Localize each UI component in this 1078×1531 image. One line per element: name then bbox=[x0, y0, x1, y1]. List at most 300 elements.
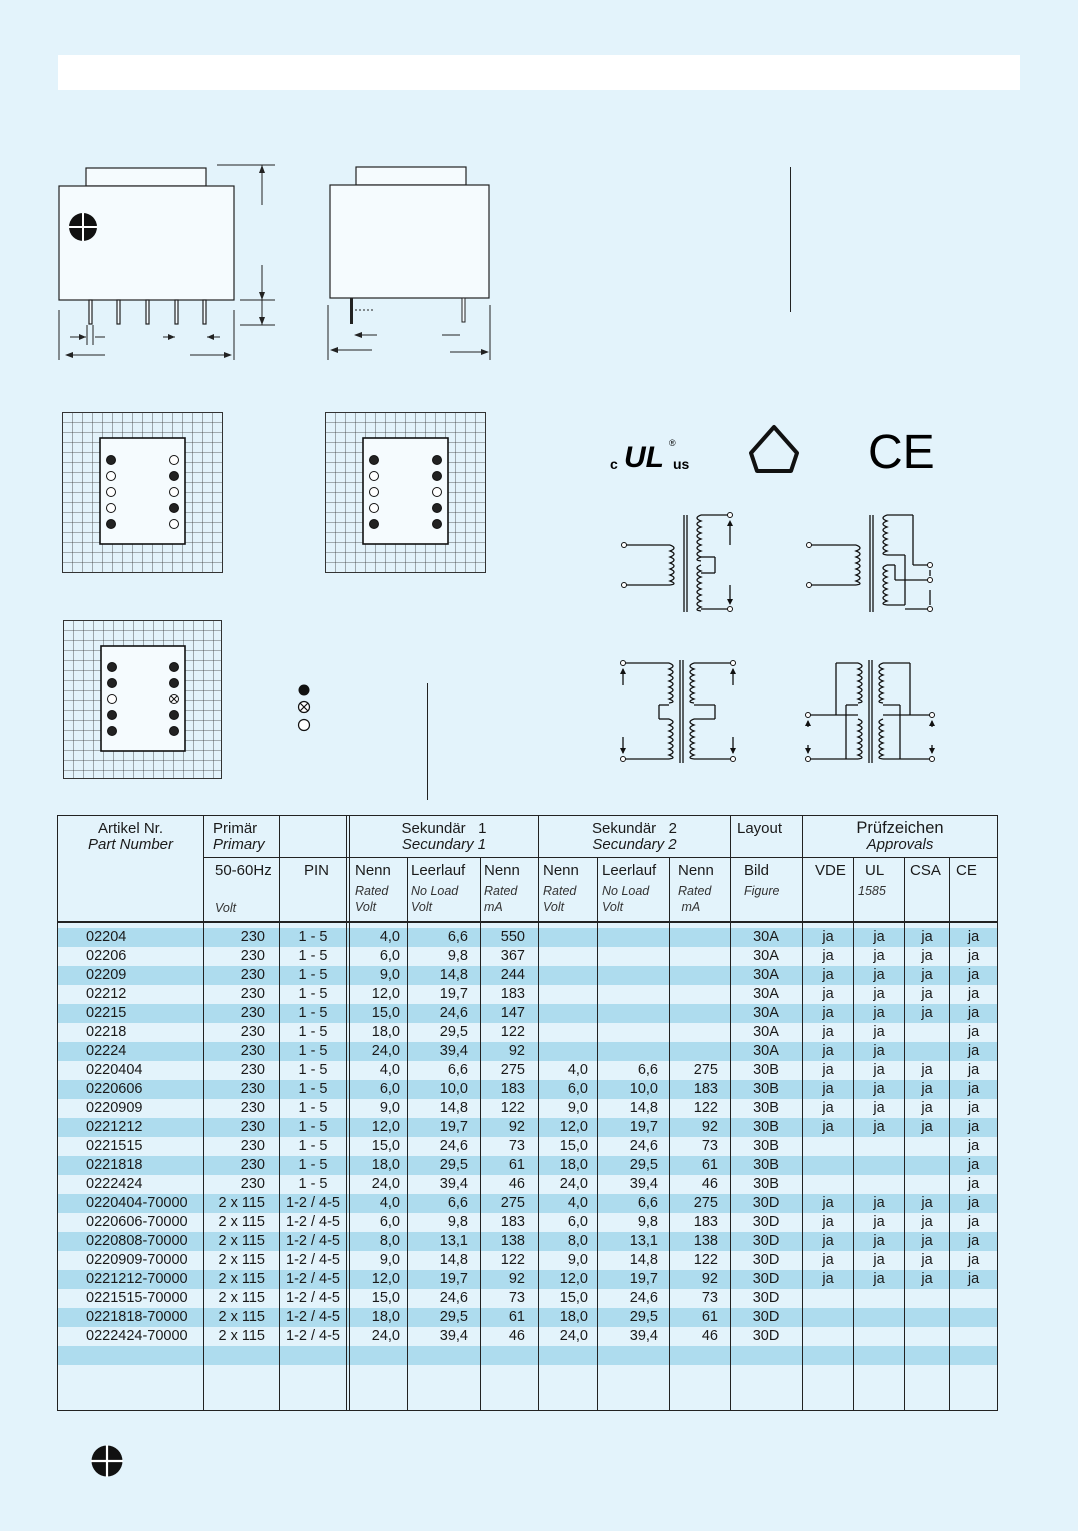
header-pin: PIN bbox=[304, 862, 330, 879]
cell-prim: 230 bbox=[240, 1100, 265, 1116]
cell-s2ma: 73 bbox=[701, 1290, 718, 1306]
cell-s1nl: 24,6 bbox=[439, 1005, 468, 1021]
cell-s2ma: 61 bbox=[701, 1309, 718, 1325]
cell-pin: 1-2 / 4-5 bbox=[286, 1328, 340, 1344]
cell-s1ma: 92 bbox=[508, 1271, 525, 1287]
cell-csa: ja bbox=[921, 948, 933, 964]
cell-s1ma: 92 bbox=[508, 1119, 525, 1135]
cell-fig: 30B bbox=[753, 1176, 779, 1192]
cell-s2nl bbox=[600, 1023, 658, 1042]
cell-ul bbox=[856, 1289, 902, 1308]
cell-csa bbox=[907, 1308, 947, 1327]
cell-s1ma: 183 bbox=[500, 1214, 525, 1230]
ul-listed-icon bbox=[607, 435, 699, 475]
cell-ce: ja bbox=[967, 1176, 980, 1192]
front-view-drawing bbox=[55, 160, 290, 365]
pin-grid-30b bbox=[325, 412, 487, 574]
cell-s1nl: 14,8 bbox=[439, 967, 468, 983]
cell-ul: ja bbox=[873, 1005, 885, 1021]
cell-s2nl: 19,7 bbox=[629, 1271, 658, 1287]
cell-pin: 1 - 5 bbox=[298, 1062, 328, 1078]
cell-csa: ja bbox=[921, 1005, 933, 1021]
cell-csa bbox=[907, 1156, 947, 1175]
cell-part: 0221818 bbox=[86, 1157, 143, 1173]
cell-pin: 1 - 5 bbox=[298, 948, 328, 964]
cell-prim: 230 bbox=[240, 1081, 265, 1097]
cell-vde: ja bbox=[822, 1195, 834, 1211]
cell-s1nl: 19,7 bbox=[439, 986, 468, 1002]
cell-ce: ja bbox=[967, 1024, 980, 1040]
cell-s2v: 9,0 bbox=[567, 1100, 588, 1116]
cell-s2ma: 275 bbox=[693, 1062, 718, 1078]
cell-s2nl: 24,6 bbox=[629, 1290, 658, 1306]
cell-s2ma bbox=[672, 985, 718, 1004]
pin-grid-30d bbox=[63, 620, 223, 780]
cell-s1nl: 39,4 bbox=[439, 1328, 468, 1344]
table-row bbox=[58, 1175, 997, 1194]
cell-vde bbox=[805, 1137, 851, 1156]
cell-s1ma: 73 bbox=[508, 1138, 525, 1154]
cell-ul: ja bbox=[873, 1195, 885, 1211]
cell-prim: 230 bbox=[240, 1119, 265, 1135]
cell-ul bbox=[856, 1175, 902, 1194]
cell-csa: ja bbox=[921, 1233, 933, 1249]
cell-csa: ja bbox=[921, 1252, 933, 1268]
svg-text:us: us bbox=[673, 456, 690, 472]
cell-s1ma: 122 bbox=[500, 1100, 525, 1116]
cell-pin: 1 - 5 bbox=[298, 1100, 328, 1116]
pin-grid-30a bbox=[62, 412, 224, 574]
cell-s2nl bbox=[600, 1004, 658, 1023]
cell-s1nl: 13,1 bbox=[439, 1233, 468, 1249]
cell-vde bbox=[805, 1175, 851, 1194]
cell-s1v: 4,0 bbox=[379, 929, 400, 945]
crossed-pin-icon bbox=[299, 702, 310, 713]
cell-s2ma: 61 bbox=[701, 1157, 718, 1173]
cell-ce: ja bbox=[967, 1138, 980, 1154]
ce-mark-icon bbox=[868, 426, 935, 479]
cell-s1v: 12,0 bbox=[371, 986, 400, 1002]
header-hz: 50-60Hz bbox=[215, 862, 272, 879]
cell-s2v bbox=[541, 966, 588, 985]
cell-ul: ja bbox=[873, 1081, 885, 1097]
col-line bbox=[802, 816, 803, 1410]
cell-s1v: 18,0 bbox=[371, 1157, 400, 1173]
cell-prim: 230 bbox=[240, 929, 265, 945]
cell-s2nl: 6,6 bbox=[637, 1062, 658, 1078]
cell-s1nl: 39,4 bbox=[439, 1043, 468, 1059]
cell-s2nl bbox=[600, 1042, 658, 1061]
table-row bbox=[58, 1099, 997, 1118]
cell-prim: 230 bbox=[240, 1062, 265, 1078]
cell-s1v: 12,0 bbox=[371, 1119, 400, 1135]
cell-prim: 2 x 115 bbox=[218, 1195, 265, 1211]
cell-csa: ja bbox=[921, 986, 933, 1002]
header-ul-sub: 1585 bbox=[858, 884, 886, 898]
cell-s2v: 24,0 bbox=[559, 1328, 588, 1344]
table-row bbox=[58, 1232, 997, 1251]
cell-ce bbox=[952, 1289, 995, 1308]
cell-s1ma: 46 bbox=[508, 1328, 525, 1344]
svg-text:CE: CE bbox=[868, 426, 935, 479]
header-csa: CSA bbox=[910, 862, 941, 879]
header-s1-leer: Leerlauf bbox=[411, 862, 466, 879]
cell-fig: 30D bbox=[752, 1328, 780, 1344]
cell-ce: ja bbox=[967, 1005, 980, 1021]
cell-fig: 30A bbox=[753, 929, 779, 945]
cell-s2nl bbox=[600, 966, 658, 985]
cell-csa bbox=[907, 1175, 947, 1194]
crosshair-mark-icon bbox=[69, 213, 97, 241]
table-row bbox=[58, 1118, 997, 1137]
filled-pin-icon bbox=[299, 685, 310, 696]
cell-s1nl: 19,7 bbox=[439, 1119, 468, 1135]
svg-text:®: ® bbox=[669, 438, 676, 448]
cell-ce: ja bbox=[967, 1043, 980, 1059]
cell-vde bbox=[805, 1289, 851, 1308]
cell-s2nl: 13,1 bbox=[629, 1233, 658, 1249]
header-s2-leer: Leerlauf bbox=[602, 862, 657, 879]
cell-s2ma: 183 bbox=[693, 1214, 718, 1230]
cell-s1ma: 183 bbox=[500, 986, 525, 1002]
cell-s1ma: 61 bbox=[508, 1309, 525, 1325]
header-ce: CE bbox=[956, 862, 977, 879]
cell-pin: 1 - 5 bbox=[298, 986, 328, 1002]
cell-s1ma: 275 bbox=[500, 1062, 525, 1078]
cell-ul: ja bbox=[873, 1119, 885, 1135]
cell-s2v: 6,0 bbox=[567, 1214, 588, 1230]
table-row bbox=[58, 1251, 997, 1270]
cell-csa: ja bbox=[921, 1271, 933, 1287]
col-line bbox=[669, 857, 670, 1410]
cell-s2ma: 73 bbox=[701, 1138, 718, 1154]
cell-s1nl: 14,8 bbox=[439, 1252, 468, 1268]
cell-part: 02204 bbox=[86, 929, 127, 945]
cell-csa: ja bbox=[921, 1119, 933, 1135]
header-sek2: Sekundär 2 Secundary 2 bbox=[591, 820, 678, 853]
cell-s1nl: 14,8 bbox=[439, 1100, 468, 1116]
cell-prim: 2 x 115 bbox=[218, 1290, 265, 1306]
col-line bbox=[730, 816, 731, 1410]
cell-part: 0221212 bbox=[86, 1119, 143, 1135]
cell-s1ma: 138 bbox=[500, 1233, 525, 1249]
cell-ul: ja bbox=[873, 1043, 885, 1059]
cell-s2nl: 14,8 bbox=[629, 1252, 658, 1268]
cell-ce bbox=[952, 1308, 995, 1327]
cell-fig: 30B bbox=[753, 1119, 779, 1135]
cell-s1v: 24,0 bbox=[371, 1043, 400, 1059]
table-row bbox=[58, 966, 997, 985]
cell-prim: 2 x 115 bbox=[218, 1252, 265, 1268]
header-s1-leer-sub: No Load Volt bbox=[411, 884, 459, 914]
cell-pin: 1-2 / 4-5 bbox=[286, 1290, 340, 1306]
cell-part: 0222424-70000 bbox=[86, 1328, 188, 1344]
cell-ul: ja bbox=[873, 1100, 885, 1116]
cell-s1v: 9,0 bbox=[379, 1100, 400, 1116]
cell-s2nl bbox=[600, 947, 658, 966]
cell-part: 02212 bbox=[86, 986, 127, 1002]
cell-s1v: 24,0 bbox=[371, 1176, 400, 1192]
cell-vde: ja bbox=[822, 929, 834, 945]
cell-pin: 1 - 5 bbox=[298, 929, 328, 945]
cell-ul: ja bbox=[873, 1024, 885, 1040]
cell-ce: ja bbox=[967, 1271, 980, 1287]
cell-ul bbox=[856, 1327, 902, 1346]
cell-prim: 230 bbox=[240, 1138, 265, 1154]
header-bild: Bild bbox=[744, 862, 770, 879]
header-s2-leer-sub: No Load Volt bbox=[602, 884, 650, 914]
cell-part: 0221515-70000 bbox=[86, 1290, 188, 1306]
cell-s2nl: 29,5 bbox=[629, 1157, 658, 1173]
table-row bbox=[58, 985, 997, 1004]
cell-part: 02224 bbox=[86, 1043, 127, 1059]
cell-vde: ja bbox=[822, 1043, 834, 1059]
cell-s1nl: 6,6 bbox=[447, 1195, 468, 1211]
cell-vde: ja bbox=[822, 1233, 834, 1249]
cell-s2nl: 10,0 bbox=[629, 1081, 658, 1097]
header-ul: UL bbox=[865, 862, 885, 879]
cell-s1nl: 24,6 bbox=[439, 1138, 468, 1154]
table-row bbox=[58, 947, 997, 966]
header-artikel: Artikel Nr. Part Number bbox=[87, 820, 174, 853]
cell-s2ma: 122 bbox=[693, 1252, 718, 1268]
cell-s2nl: 9,8 bbox=[637, 1214, 658, 1230]
header-s1-ma: Nenn bbox=[484, 862, 520, 879]
cell-s2nl: 24,6 bbox=[629, 1138, 658, 1154]
cell-fig: 30D bbox=[752, 1214, 780, 1230]
cell-ce: ja bbox=[967, 1195, 980, 1211]
cell-s2ma: 138 bbox=[693, 1233, 718, 1249]
cell-pin: 1 - 5 bbox=[298, 1081, 328, 1097]
table-row bbox=[58, 928, 997, 947]
cell-vde: ja bbox=[822, 1119, 834, 1135]
svg-text:c: c bbox=[610, 456, 618, 472]
cell-fig: 30D bbox=[752, 1309, 780, 1325]
cell-part: 0221515 bbox=[86, 1138, 143, 1154]
header-s1-nenn-sub: Rated Volt bbox=[355, 884, 389, 914]
cell-s1nl: 10,0 bbox=[439, 1081, 468, 1097]
cell-s2ma: 122 bbox=[693, 1100, 718, 1116]
cell-s1nl: 29,5 bbox=[439, 1157, 468, 1173]
cell-prim: 230 bbox=[240, 1005, 265, 1021]
cell-s2v: 15,0 bbox=[559, 1290, 588, 1306]
cell-ce: ja bbox=[967, 1081, 980, 1097]
cell-s2v: 4,0 bbox=[567, 1195, 588, 1211]
cell-s1ma: 275 bbox=[500, 1195, 525, 1211]
cell-s2v: 9,0 bbox=[567, 1252, 588, 1268]
cell-s2v: 6,0 bbox=[567, 1081, 588, 1097]
table-row bbox=[58, 1194, 997, 1213]
cell-fig: 30A bbox=[753, 1043, 779, 1059]
cell-fig: 30D bbox=[752, 1233, 780, 1249]
col-line bbox=[853, 857, 854, 1410]
header-s1-nenn: Nenn bbox=[355, 862, 391, 879]
cell-fig: 30B bbox=[753, 1062, 779, 1078]
cell-s1nl: 19,7 bbox=[439, 1271, 468, 1287]
cell-s1v: 9,0 bbox=[379, 967, 400, 983]
cell-fig: 30A bbox=[753, 1005, 779, 1021]
cell-pin: 1 - 5 bbox=[298, 1119, 328, 1135]
cell-s1ma: 147 bbox=[500, 1005, 525, 1021]
schematic-30a bbox=[615, 510, 745, 620]
cell-fig: 30D bbox=[752, 1252, 780, 1268]
cell-csa: ja bbox=[921, 1081, 933, 1097]
cell-csa bbox=[907, 1023, 947, 1042]
cell-s2ma bbox=[672, 928, 718, 947]
cell-pin: 1 - 5 bbox=[298, 1157, 328, 1173]
cell-csa bbox=[907, 1137, 947, 1156]
cell-s1v: 15,0 bbox=[371, 1005, 400, 1021]
cell-csa: ja bbox=[921, 929, 933, 945]
cell-prim: 230 bbox=[240, 1157, 265, 1173]
cell-s2v: 18,0 bbox=[559, 1309, 588, 1325]
cell-s1v: 15,0 bbox=[371, 1138, 400, 1154]
cell-csa: ja bbox=[921, 1195, 933, 1211]
cell-part: 0221818-70000 bbox=[86, 1309, 188, 1325]
cell-csa: ja bbox=[921, 1100, 933, 1116]
cell-s2v: 12,0 bbox=[559, 1119, 588, 1135]
cell-ul bbox=[856, 1308, 902, 1327]
cell-fig: 30D bbox=[752, 1195, 780, 1211]
cell-s2nl: 39,4 bbox=[629, 1176, 658, 1192]
header-pruef: Prüfzeichen Approvals bbox=[856, 819, 944, 853]
cell-csa: ja bbox=[921, 1214, 933, 1230]
cell-prim: 230 bbox=[240, 967, 265, 983]
cell-s1ma: 46 bbox=[508, 1176, 525, 1192]
cell-fig: 30D bbox=[752, 1271, 780, 1287]
cell-ce: ja bbox=[967, 1100, 980, 1116]
cell-fig: 30B bbox=[753, 1100, 779, 1116]
cell-ul: ja bbox=[873, 1062, 885, 1078]
cell-part: 02206 bbox=[86, 948, 127, 964]
cell-pin: 1-2 / 4-5 bbox=[286, 1271, 340, 1287]
cell-vde: ja bbox=[822, 1271, 834, 1287]
cell-s2nl: 39,4 bbox=[629, 1328, 658, 1344]
header-rule bbox=[203, 857, 997, 858]
cell-s2v: 4,0 bbox=[567, 1062, 588, 1078]
cell-ce: ja bbox=[967, 986, 980, 1002]
cell-s2nl: 19,7 bbox=[629, 1119, 658, 1135]
cell-pin: 1-2 / 4-5 bbox=[286, 1214, 340, 1230]
cell-s2ma bbox=[672, 1004, 718, 1023]
table-row bbox=[58, 1156, 997, 1175]
cell-fig: 30B bbox=[753, 1138, 779, 1154]
table-row bbox=[58, 1270, 997, 1289]
cell-fig: 30A bbox=[753, 948, 779, 964]
cell-vde bbox=[805, 1327, 851, 1346]
cell-ul: ja bbox=[873, 1271, 885, 1287]
cell-vde: ja bbox=[822, 986, 834, 1002]
cell-vde: ja bbox=[822, 1100, 834, 1116]
cell-part: 02209 bbox=[86, 967, 127, 983]
cell-s2ma: 46 bbox=[701, 1328, 718, 1344]
table-row bbox=[58, 1308, 997, 1327]
schematic-30c bbox=[615, 655, 745, 770]
cell-s1ma: 550 bbox=[500, 929, 525, 945]
cell-pin: 1 - 5 bbox=[298, 1043, 328, 1059]
cell-fig: 30A bbox=[753, 986, 779, 1002]
cell-prim: 2 x 115 bbox=[218, 1309, 265, 1325]
cell-s1v: 18,0 bbox=[371, 1024, 400, 1040]
cell-ce: ja bbox=[967, 1214, 980, 1230]
cell-s2nl: 14,8 bbox=[629, 1100, 658, 1116]
cell-fig: 30D bbox=[752, 1290, 780, 1306]
header-s2-ma-sub: Rated mA bbox=[678, 884, 712, 914]
cell-ce bbox=[952, 1327, 995, 1346]
cell-s2v: 24,0 bbox=[559, 1176, 588, 1192]
cell-s1v: 6,0 bbox=[379, 1081, 400, 1097]
header-s2-nenn: Nenn bbox=[543, 862, 579, 879]
cell-ce: ja bbox=[967, 1062, 980, 1078]
cell-ce: ja bbox=[967, 1119, 980, 1135]
cell-vde: ja bbox=[822, 948, 834, 964]
cell-s1v: 12,0 bbox=[371, 1271, 400, 1287]
crosshair-mark-icon bbox=[90, 1444, 124, 1478]
cell-vde: ja bbox=[822, 1214, 834, 1230]
cell-s2v: 8,0 bbox=[567, 1233, 588, 1249]
col-line bbox=[203, 816, 204, 1410]
cell-pin: 1 - 5 bbox=[298, 1138, 328, 1154]
cell-vde: ja bbox=[822, 1005, 834, 1021]
cell-s1v: 18,0 bbox=[371, 1309, 400, 1325]
cell-fig: 30B bbox=[753, 1081, 779, 1097]
cell-ul bbox=[856, 1137, 902, 1156]
cell-vde bbox=[805, 1308, 851, 1327]
col-line bbox=[407, 857, 408, 1410]
cell-part: 0220606 bbox=[86, 1081, 143, 1097]
cell-csa: ja bbox=[921, 1062, 933, 1078]
cell-csa bbox=[907, 1042, 947, 1061]
cell-part: 0222424 bbox=[86, 1176, 143, 1192]
cell-s1nl: 29,5 bbox=[439, 1309, 468, 1325]
cell-s2nl: 29,5 bbox=[629, 1309, 658, 1325]
cell-s2v bbox=[541, 1004, 588, 1023]
cell-s1nl: 9,8 bbox=[447, 1214, 468, 1230]
cell-vde: ja bbox=[822, 1062, 834, 1078]
cell-s1nl: 9,8 bbox=[447, 948, 468, 964]
cell-part: 0220404 bbox=[86, 1062, 143, 1078]
cell-pin: 1 - 5 bbox=[298, 1005, 328, 1021]
cell-prim: 2 x 115 bbox=[218, 1271, 265, 1287]
cell-prim: 2 x 115 bbox=[218, 1233, 265, 1249]
cell-part: 0221212-70000 bbox=[86, 1271, 188, 1287]
cell-s1nl: 6,6 bbox=[447, 929, 468, 945]
col-line bbox=[349, 816, 350, 1410]
cell-ul: ja bbox=[873, 929, 885, 945]
col-line bbox=[480, 857, 481, 1410]
side-view-drawing bbox=[322, 160, 497, 365]
table-row bbox=[58, 1289, 997, 1308]
cell-ul: ja bbox=[873, 986, 885, 1002]
cell-prim: 2 x 115 bbox=[218, 1328, 265, 1344]
cell-prim: 230 bbox=[240, 1024, 265, 1040]
header-s2-ma: Nenn bbox=[678, 862, 714, 879]
cell-prim: 230 bbox=[240, 948, 265, 964]
cell-vde: ja bbox=[822, 1252, 834, 1268]
cell-part: 0220404-70000 bbox=[86, 1195, 188, 1211]
cell-s1nl: 24,6 bbox=[439, 1290, 468, 1306]
cell-pin: 1 - 5 bbox=[298, 1024, 328, 1040]
cell-ul: ja bbox=[873, 967, 885, 983]
cell-fig: 30B bbox=[753, 1157, 779, 1173]
cell-s1nl: 39,4 bbox=[439, 1176, 468, 1192]
header-divider bbox=[790, 167, 791, 312]
schematic-30b bbox=[800, 510, 940, 620]
cell-s2nl bbox=[600, 985, 658, 1004]
cell-part: 0220808-70000 bbox=[86, 1233, 188, 1249]
cell-s2ma: 275 bbox=[693, 1195, 718, 1211]
cell-s1nl: 29,5 bbox=[439, 1024, 468, 1040]
